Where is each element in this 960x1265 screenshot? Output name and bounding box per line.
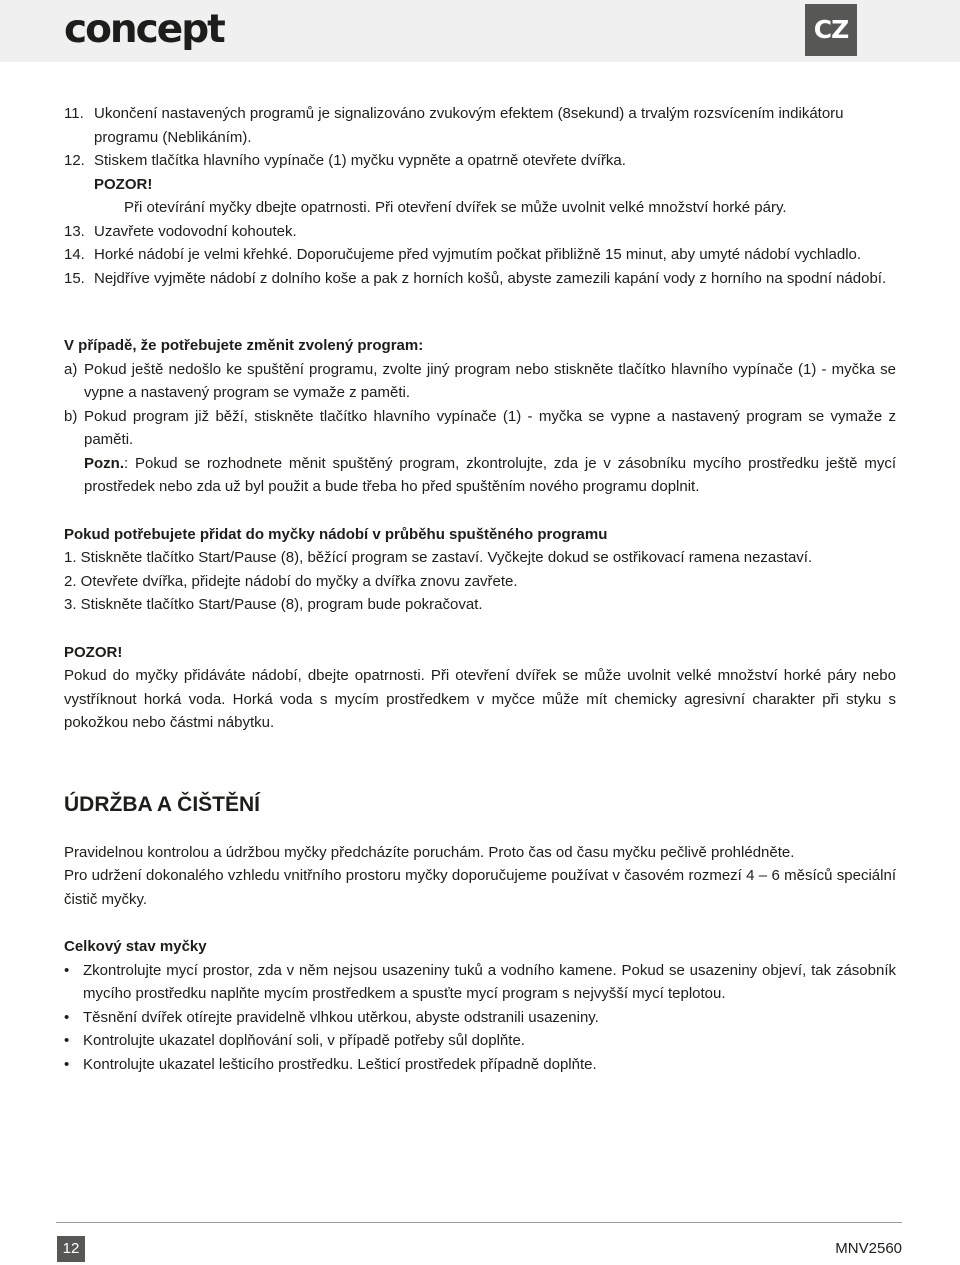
- warning-title: POZOR!: [64, 643, 123, 661]
- section-heading: V případě, že potřebujete změnit zvolený program:: [64, 337, 424, 354]
- note-paragraph: [64, 452, 896, 499]
- step-number: 12.: [64, 152, 85, 169]
- step-item: [64, 149, 896, 173]
- change-program-section: [64, 334, 896, 499]
- bullet-list: [64, 959, 896, 1077]
- list-item: • Kontrolujte ukazatel doplňování soli, v případě potřeby sůl doplňte.: [64, 1029, 896, 1053]
- step-text: Uzavřete vodovodní kohoutek.: [94, 222, 297, 240]
- step-text: Horké nádobí je velmi křehké. Doporučujeme před vyjmutím počkat přibližně 15 minut, aby umyté nádobí vychladlo.: [94, 246, 862, 263]
- page-number: 12: [57, 1236, 85, 1262]
- option-b: [64, 405, 896, 452]
- note-text: : Pokud se rozhodnete měnit spuštěný program, zkontrolujte, zda je v zásobníku mycího prostředku ještě mycí prostředek nebo zda už byl použit a bude třeba ho před spuštěním nového programu doplnit.: [84, 454, 896, 495]
- step-item: [64, 220, 896, 244]
- warning-text: Při otevírání myčky dbejte opatrnosti. Při otevření dvířek se může uvolnit velké množství horké páry.: [124, 199, 787, 216]
- step-text: Nejdříve vyjměte nádobí z dolního koše a pak z horních košů, abyste zamezili kapání vody z horního na spodní nádobí.: [94, 269, 887, 287]
- step-number: 11.: [64, 105, 84, 122]
- section-heading: Celkový stav myčky: [64, 938, 207, 955]
- option-label: a): [64, 360, 78, 378]
- warning-title: POZOR!: [94, 175, 153, 193]
- list-item: 2. Otevřete dvířka, přidejte nádobí do myčky a dvířka znovu zavřete.: [64, 572, 518, 590]
- step-number: 14.: [64, 246, 85, 263]
- list-item: • Těsnění dvířek otírejte pravidelně vlhkou utěrkou, abyste odstranili usazeniny.: [64, 1006, 896, 1030]
- paragraph: Pro udržení dokonalého vzhledu vnitřního prostoru myčky doporučujeme používat v časovém rozmezí 4 – 6 měsíců speciální čistič myčky.: [64, 867, 896, 908]
- language-badge: CZ: [805, 4, 857, 56]
- paragraph: Pravidelnou kontrolou a údržbou myčky předcházíte poruchám. Proto čas od času myčku pečlivě prohlédněte.: [64, 843, 795, 861]
- maintenance-heading: ÚDRŽBA A ČIŠTĚNÍ: [64, 792, 260, 816]
- step-item: [64, 267, 896, 291]
- brand-logo: concept: [64, 7, 224, 52]
- footer-divider: [56, 1222, 902, 1223]
- warning-block: [64, 173, 896, 220]
- section-heading: Pokud potřebujete přidat do myčky nádobí v průběhu spuštěného programu: [64, 525, 608, 543]
- list-item: 1. Stiskněte tlačítko Start/Pause (8), běžící program se zastaví. Vyčkejte dokud se ostřikovací ramena nezastaví.: [64, 549, 813, 566]
- step-text: Ukončení nastavených programů je signalizováno zvukovým efektem (8sekund) a trvalým rozsvícením indikátoru programu (Neblikáním).: [94, 105, 844, 146]
- list-item: • Kontrolujte ukazatel lešticího prostředku. Lešticí prostředek případně doplňte.: [64, 1053, 896, 1077]
- add-dishes-section: [64, 523, 896, 617]
- warning-text: Pokud do myčky přidáváte nádobí, dbejte opatrnosti. Při otevření dvířek se může uvolnit velké množství horké páry nebo vystříknout horká voda. Horká voda s mycím prostředkem v myčce může mít chemicky agresivní charakter při styku s pokožkou nebo částmi nábytku.: [64, 667, 896, 731]
- model-number: MNV2560: [835, 1240, 902, 1257]
- page-content: [64, 102, 896, 1076]
- option-label: b): [64, 407, 78, 425]
- list-item: 3. Stiskněte tlačítko Start/Pause (8), program bude pokračovat.: [64, 596, 483, 613]
- option-text: Pokud ještě nedošlo ke spuštění programu, zvolte jiný program nebo stiskněte tlačítko hlavního vypínače (1) - myčka se vypne a nastavený program se vymaže z paměti.: [84, 360, 896, 401]
- general-state-section: [64, 935, 896, 1076]
- option-a: [64, 358, 896, 405]
- note-label: Pozn.: [84, 454, 124, 472]
- warning-block: [64, 641, 896, 735]
- maintenance-section: [64, 841, 896, 912]
- list-item: • Zkontrolujte mycí prostor, zda v něm nejsou usazeniny tuků a vodního kamene. Pokud se usazeniny objeví, tak zásobník mycího prostředku naplňte mycím prostředkem a spusťte mycí program s nejvyšší mycí teplotou.: [64, 959, 896, 1006]
- step-item: [64, 243, 896, 267]
- step-number: 15.: [64, 269, 85, 287]
- step-text: Stiskem tlačítka hlavního vypínače (1) myčku vypněte a opatrně otevřete dvířka.: [94, 152, 626, 169]
- step-number: 13.: [64, 222, 85, 240]
- page-header: [0, 0, 960, 62]
- step-item: [64, 102, 896, 149]
- option-text: Pokud program již běží, stiskněte tlačítko hlavního vypínače (1) - myčka se vypne a nastavený program se vymaže z paměti.: [84, 407, 896, 448]
